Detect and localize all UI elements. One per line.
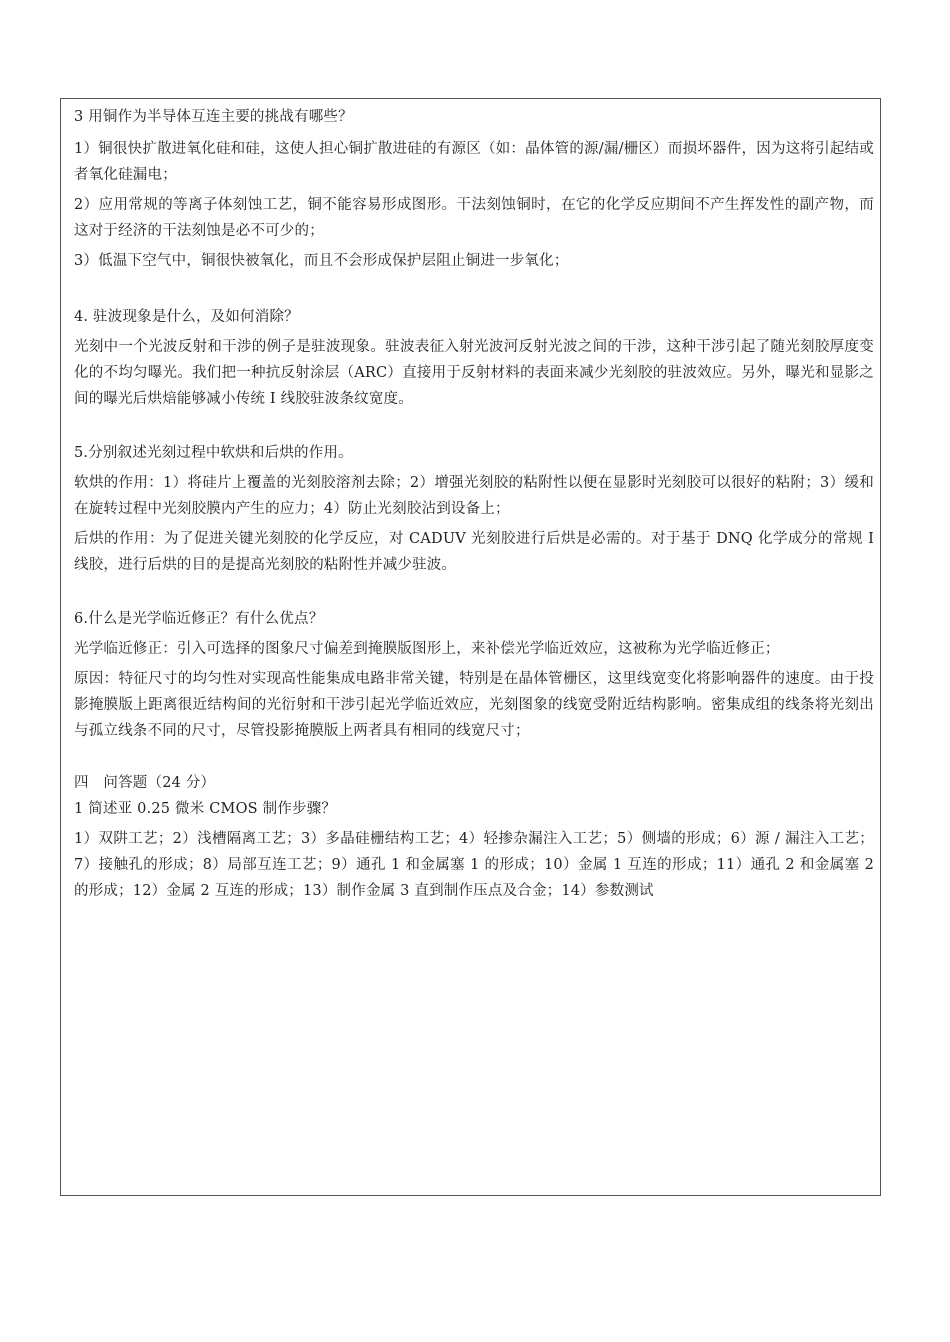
q6-title: 6.什么是光学临近修正？有什么优点？ [74, 611, 324, 627]
q3-answer-1: 1）铜很快扩散进氧化硅和硅，这使人担心铜扩散进硅的有源区（如：晶体管的源/漏/栅区）而损坏器件，因为这将引起结或者氧化硅漏电； [74, 141, 874, 183]
q5-answer-soft-bake: 软烘的作用：1）将硅片上覆盖的光刻胶溶剂去除；2）增强光刻胶的粘附性以便在显影时光刻胶可以很好的粘附；3）缓和在旋转过程中光刻胶膜内产生的应力；4）防止光刻胶沾到设备上； [74, 475, 874, 517]
s4-q1-title: 1 简述亚 0.25 微米 CMOS 制作步骤？ [74, 801, 337, 817]
q5-answer-post-bake: 后烘的作用：为了促进关键光刻胶的化学反应，对 CADUV 光刻胶进行后烘是必需的。对于基于 DNQ 化学成分的常规 I 线胶，进行后烘的目的是提高光刻胶的粘附性并减少驻波。 [74, 531, 874, 573]
q3-title: 3 用铜作为半导体互连主要的挑战有哪些？ [74, 109, 353, 125]
q6-answer-definition: 光学临近修正：引入可选择的图象尺寸偏差到掩膜版图形上，来补偿光学临近效应，这被称为光学临近修正； [74, 641, 780, 657]
q6-answer-reason: 原因：特征尺寸的均匀性对实现高性能集成电路非常关键，特别是在晶体管栅区，这里线宽变化将影响器件的速度。由于投影掩膜版上距离很近结构间的光衍射和干涉引起光学临近效应，光刻图象的线宽受附近结构影响。密集成组的线条将光刻出与孤立线条不同的尺寸，尽管投影掩膜版上两者具有相同的线宽尺寸； [74, 671, 874, 739]
q5-title: 5.分别叙述光刻过程中软烘和后烘的作用。 [74, 445, 353, 461]
section-4-title: 四 问答题（24 分） [74, 775, 216, 791]
q4-title: 4. 驻波现象是什么，及如何消除？ [74, 309, 299, 325]
q3-answer-3: 3）低温下空气中，铜很快被氧化，而且不会形成保护层阻止铜进一步氧化； [74, 253, 569, 269]
q3-answer-2: 2）应用常规的等离子体刻蚀工艺，铜不能容易形成图形。干法刻蚀铜时，在它的化学反应期间不产生挥发性的副产物，而这对于经济的干法刻蚀是必不可少的； [74, 197, 874, 239]
answer-content [74, 104, 874, 904]
s4-q1-answer: 1）双阱工艺；2）浅槽隔离工艺；3）多晶硅栅结构工艺；4）轻掺杂漏注入工艺；5）侧墙的形成；6）源 / 漏注入工艺；7）接触孔的形成；8）局部互连工艺；9）通孔 1 和金属塞 1 的形成；10）金属 1 互连的形成；11）通孔 2 和金属塞 2 的形成；12）金属 2 互连的形成；13）制作金属 3 直到制作压点及合金；14）参数测试 [74, 831, 874, 899]
q4-answer: 光刻中一个光波反射和干涉的例子是驻波现象。驻波表征入射光波河反射光波之间的干涉，这种干涉引起了随光刻胶厚度变化的不均匀曝光。我们把一种抗反射涂层（ARC）直接用于反射材料的表面来减少光刻胶的驻波效应。另外，曝光和显影之间的曝光后烘焙能够减小传统 I 线胶驻波条纹宽度。 [74, 339, 874, 407]
